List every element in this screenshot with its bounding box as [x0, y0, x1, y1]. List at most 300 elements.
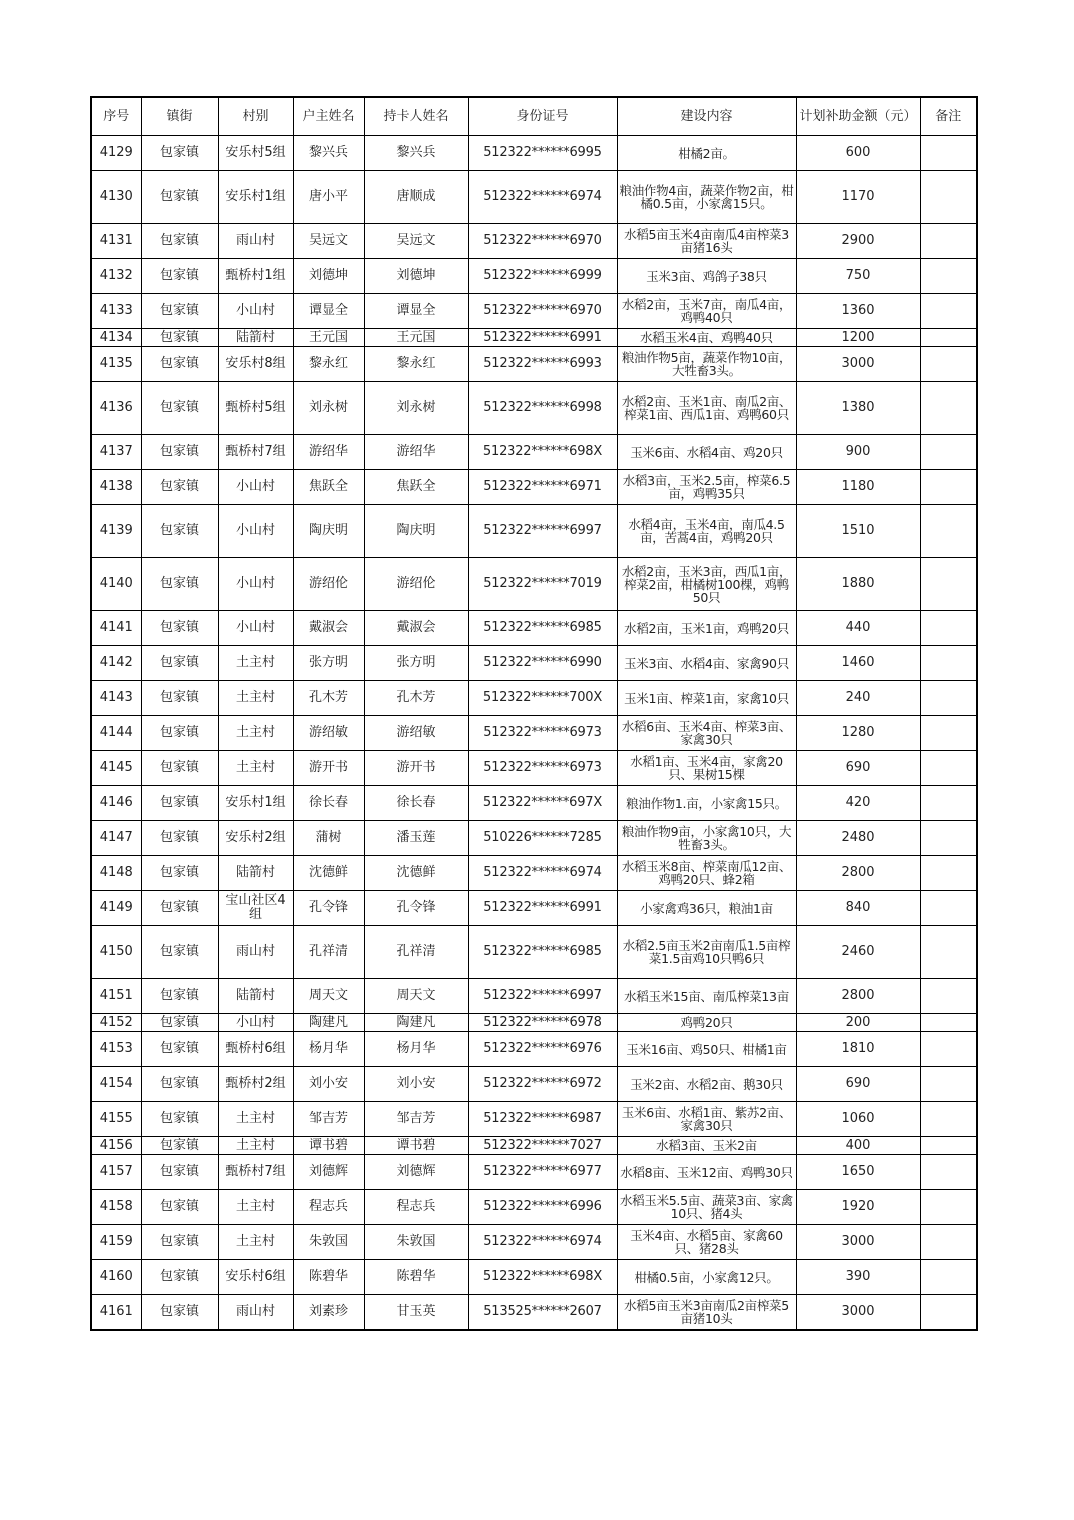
cell-no: 4134 [91, 329, 141, 347]
cell-note [920, 224, 977, 259]
cell-content: 水稻2亩、玉米1亩、南瓜2亩、榨菜1亩、西瓜1亩、鸡鸭60只 [617, 382, 796, 435]
cell-head: 陶建凡 [293, 1014, 364, 1032]
cell-head: 陶庆明 [293, 505, 364, 558]
cell-note [920, 329, 977, 347]
cell-note [920, 611, 977, 646]
cell-village: 小山村 [218, 558, 293, 611]
subsidy-table [90, 96, 978, 1331]
cell-town: 包家镇 [141, 751, 218, 786]
cell-head: 张方明 [293, 646, 364, 681]
cell-head: 黎永红 [293, 347, 364, 382]
cell-no: 4159 [91, 1225, 141, 1260]
table-row [91, 347, 977, 382]
cell-village: 土主村 [218, 751, 293, 786]
cell-id: 512322******6971 [468, 470, 617, 505]
cell-holder: 游开书 [364, 751, 468, 786]
cell-content: 粮油作物9亩，小家禽10只，大牲畜3头。 [617, 821, 796, 856]
table-row [91, 611, 977, 646]
table-row [91, 979, 977, 1014]
cell-village: 土主村 [218, 1137, 293, 1155]
cell-amount: 440 [796, 611, 920, 646]
cell-note [920, 294, 977, 329]
cell-no: 4140 [91, 558, 141, 611]
cell-id: 512322******6974 [468, 856, 617, 891]
cell-holder: 唐顺成 [364, 171, 468, 224]
cell-holder: 吴远文 [364, 224, 468, 259]
cell-village: 雨山村 [218, 224, 293, 259]
table-row [91, 1295, 977, 1331]
table-row [91, 294, 977, 329]
cell-content: 水稻玉米15亩、南瓜榨菜13亩 [617, 979, 796, 1014]
cell-town: 包家镇 [141, 1155, 218, 1190]
cell-no: 4155 [91, 1102, 141, 1137]
cell-amount: 840 [796, 891, 920, 926]
table-row [91, 171, 977, 224]
cell-note [920, 1032, 977, 1067]
table-row [91, 382, 977, 435]
table-row [91, 716, 977, 751]
table-row [91, 1102, 977, 1137]
cell-amount: 1170 [796, 171, 920, 224]
cell-content: 水稻2亩，玉米1亩，鸡鸭20只 [617, 611, 796, 646]
cell-no: 4152 [91, 1014, 141, 1032]
cell-amount: 3000 [796, 347, 920, 382]
cell-holder: 沈德鲜 [364, 856, 468, 891]
cell-note [920, 1295, 977, 1331]
cell-head: 王元国 [293, 329, 364, 347]
cell-amount: 1920 [796, 1190, 920, 1225]
cell-village: 小山村 [218, 611, 293, 646]
cell-town: 包家镇 [141, 1102, 218, 1137]
cell-id: 512322******6998 [468, 382, 617, 435]
cell-village: 甄桥村6组 [218, 1032, 293, 1067]
cell-town: 包家镇 [141, 926, 218, 979]
cell-head: 吴远文 [293, 224, 364, 259]
table-row [91, 786, 977, 821]
cell-note [920, 259, 977, 294]
cell-holder: 刘永树 [364, 382, 468, 435]
cell-head: 刘素珍 [293, 1295, 364, 1331]
cell-village: 陆箭村 [218, 329, 293, 347]
cell-holder: 程志兵 [364, 1190, 468, 1225]
cell-head: 刘德坤 [293, 259, 364, 294]
cell-town: 包家镇 [141, 382, 218, 435]
cell-id: 512322******6993 [468, 347, 617, 382]
cell-content: 粮油作物1.亩，小家禽15只。 [617, 786, 796, 821]
cell-head: 焦跃全 [293, 470, 364, 505]
cell-head: 游开书 [293, 751, 364, 786]
cell-head: 谭显全 [293, 294, 364, 329]
cell-village: 陆箭村 [218, 856, 293, 891]
cell-no: 4147 [91, 821, 141, 856]
cell-holder: 陶建凡 [364, 1014, 468, 1032]
cell-head: 徐长春 [293, 786, 364, 821]
table-row [91, 1014, 977, 1032]
cell-village: 安乐村2组 [218, 821, 293, 856]
cell-amount: 1650 [796, 1155, 920, 1190]
cell-no: 4129 [91, 136, 141, 171]
cell-content: 水稻1亩、玉米4亩，家禽20只、果树15棵 [617, 751, 796, 786]
cell-note [920, 558, 977, 611]
cell-note [920, 1067, 977, 1102]
cell-no: 4149 [91, 891, 141, 926]
header-cell-no: 序号 [91, 97, 141, 136]
cell-note [920, 786, 977, 821]
cell-no: 4157 [91, 1155, 141, 1190]
cell-content: 柑橘2亩。 [617, 136, 796, 171]
cell-note [920, 1225, 977, 1260]
header-cell-town: 镇街 [141, 97, 218, 136]
cell-note [920, 1260, 977, 1295]
cell-holder: 游绍敏 [364, 716, 468, 751]
cell-content: 玉米3亩、水稻4亩、家禽90只 [617, 646, 796, 681]
cell-town: 包家镇 [141, 1137, 218, 1155]
cell-id: 512322******6985 [468, 611, 617, 646]
header-cell-id: 身份证号 [468, 97, 617, 136]
table-row [91, 1260, 977, 1295]
cell-note [920, 1190, 977, 1225]
cell-content: 粮油作物4亩，蔬菜作物2亩，柑橘0.5亩，小家禽15只。 [617, 171, 796, 224]
cell-amount: 1280 [796, 716, 920, 751]
cell-town: 包家镇 [141, 1067, 218, 1102]
cell-village: 土主村 [218, 1190, 293, 1225]
cell-amount: 2460 [796, 926, 920, 979]
cell-amount: 690 [796, 751, 920, 786]
cell-holder: 刘小安 [364, 1067, 468, 1102]
cell-note [920, 821, 977, 856]
cell-content: 玉米6亩、水稻1亩、紫苏2亩、家禽30只 [617, 1102, 796, 1137]
cell-town: 包家镇 [141, 716, 218, 751]
cell-town: 包家镇 [141, 856, 218, 891]
cell-town: 包家镇 [141, 136, 218, 171]
cell-content: 水稻2亩，玉米7亩，南瓜4亩，鸡鸭40只 [617, 294, 796, 329]
cell-town: 包家镇 [141, 1260, 218, 1295]
cell-note [920, 681, 977, 716]
cell-holder: 孔木芳 [364, 681, 468, 716]
cell-village: 安乐村6组 [218, 1260, 293, 1295]
cell-village: 土主村 [218, 646, 293, 681]
cell-holder: 黎兴兵 [364, 136, 468, 171]
cell-no: 4139 [91, 505, 141, 558]
cell-village: 安乐村8组 [218, 347, 293, 382]
cell-content: 水稻2亩，玉米3亩，西瓜1亩，榨菜2亩，柑橘树100棵，鸡鸭50只 [617, 558, 796, 611]
cell-amount: 200 [796, 1014, 920, 1032]
table-row [91, 856, 977, 891]
cell-id: 512322******6976 [468, 1032, 617, 1067]
cell-no: 4150 [91, 926, 141, 979]
cell-holder: 邹吉芳 [364, 1102, 468, 1137]
cell-id: 512322******6970 [468, 224, 617, 259]
table-row [91, 505, 977, 558]
table-row [91, 646, 977, 681]
cell-village: 小山村 [218, 294, 293, 329]
cell-head: 杨月华 [293, 1032, 364, 1067]
cell-content: 玉米16亩、鸡50只、柑橘1亩 [617, 1032, 796, 1067]
cell-content: 水稻玉米5.5亩、蔬菜3亩、家禽10只、猪4头 [617, 1190, 796, 1225]
cell-no: 4141 [91, 611, 141, 646]
cell-town: 包家镇 [141, 435, 218, 470]
cell-head: 游绍伦 [293, 558, 364, 611]
cell-content: 水稻5亩玉米3亩南瓜2亩榨菜5亩猪10头 [617, 1295, 796, 1331]
cell-amount: 1880 [796, 558, 920, 611]
cell-village: 土主村 [218, 1225, 293, 1260]
cell-amount: 900 [796, 435, 920, 470]
cell-head: 谭书碧 [293, 1137, 364, 1155]
table-row [91, 926, 977, 979]
cell-town: 包家镇 [141, 821, 218, 856]
cell-holder: 游绍华 [364, 435, 468, 470]
cell-note [920, 646, 977, 681]
cell-town: 包家镇 [141, 470, 218, 505]
cell-town: 包家镇 [141, 646, 218, 681]
cell-village: 陆箭村 [218, 979, 293, 1014]
cell-no: 4132 [91, 259, 141, 294]
cell-amount: 750 [796, 259, 920, 294]
cell-content: 水稻4亩，玉米4亩，南瓜4.5亩，苦蒿4亩，鸡鸭20只 [617, 505, 796, 558]
table-row [91, 224, 977, 259]
cell-no: 4158 [91, 1190, 141, 1225]
cell-no: 4153 [91, 1032, 141, 1067]
cell-village: 甄桥村7组 [218, 1155, 293, 1190]
cell-holder: 谭书碧 [364, 1137, 468, 1155]
cell-head: 黎兴兵 [293, 136, 364, 171]
cell-holder: 刘德辉 [364, 1155, 468, 1190]
table-row [91, 259, 977, 294]
cell-no: 4143 [91, 681, 141, 716]
table-row [91, 1225, 977, 1260]
cell-holder: 游绍伦 [364, 558, 468, 611]
cell-town: 包家镇 [141, 979, 218, 1014]
cell-no: 4137 [91, 435, 141, 470]
cell-note [920, 382, 977, 435]
table-row [91, 329, 977, 347]
cell-id: 512322******7019 [468, 558, 617, 611]
table-row [91, 1137, 977, 1155]
cell-note [920, 1137, 977, 1155]
cell-town: 包家镇 [141, 558, 218, 611]
cell-id: 512322******700X [468, 681, 617, 716]
cell-holder: 张方明 [364, 646, 468, 681]
cell-note [920, 926, 977, 979]
cell-content: 鸡鸭20只 [617, 1014, 796, 1032]
cell-note [920, 891, 977, 926]
cell-holder: 孔祥清 [364, 926, 468, 979]
cell-village: 小山村 [218, 470, 293, 505]
cell-id: 512322******6997 [468, 979, 617, 1014]
cell-note [920, 136, 977, 171]
header-cell-holder: 持卡人姓名 [364, 97, 468, 136]
cell-id: 513525******2607 [468, 1295, 617, 1331]
cell-no: 4138 [91, 470, 141, 505]
table-row [91, 681, 977, 716]
cell-note [920, 979, 977, 1014]
cell-village: 甄桥村2组 [218, 1067, 293, 1102]
cell-village: 甄桥村1组 [218, 259, 293, 294]
cell-head: 陈碧华 [293, 1260, 364, 1295]
cell-town: 包家镇 [141, 891, 218, 926]
cell-amount: 420 [796, 786, 920, 821]
cell-note [920, 435, 977, 470]
cell-head: 刘小安 [293, 1067, 364, 1102]
cell-amount: 1060 [796, 1102, 920, 1137]
cell-note [920, 1155, 977, 1190]
cell-amount: 2800 [796, 979, 920, 1014]
cell-note [920, 347, 977, 382]
cell-town: 包家镇 [141, 1190, 218, 1225]
cell-content: 水稻3亩、玉米2亩 [617, 1137, 796, 1155]
cell-village: 土主村 [218, 1102, 293, 1137]
cell-no: 4154 [91, 1067, 141, 1102]
cell-no: 4142 [91, 646, 141, 681]
cell-town: 包家镇 [141, 786, 218, 821]
cell-amount: 1380 [796, 382, 920, 435]
cell-content: 水稻2.5亩玉米2亩南瓜1.5亩榨菜1.5亩鸡10只鸭6只 [617, 926, 796, 979]
cell-id: 512322******6973 [468, 716, 617, 751]
cell-id: 512322******698X [468, 1260, 617, 1295]
cell-holder: 焦跃全 [364, 470, 468, 505]
cell-content: 粮油作物5亩，蔬菜作物10亩，大牲畜3头。 [617, 347, 796, 382]
cell-id: 510226******7285 [468, 821, 617, 856]
cell-id: 512322******6970 [468, 294, 617, 329]
cell-id: 512322******6991 [468, 891, 617, 926]
cell-amount: 600 [796, 136, 920, 171]
cell-town: 包家镇 [141, 294, 218, 329]
cell-town: 包家镇 [141, 259, 218, 294]
table-row [91, 470, 977, 505]
cell-town: 包家镇 [141, 1225, 218, 1260]
cell-amount: 1180 [796, 470, 920, 505]
cell-no: 4145 [91, 751, 141, 786]
cell-content: 玉米4亩、水稻5亩、家禽60只、猪28头 [617, 1225, 796, 1260]
cell-town: 包家镇 [141, 171, 218, 224]
cell-amount: 1810 [796, 1032, 920, 1067]
cell-content: 水稻玉米4亩、鸡鸭40只 [617, 329, 796, 347]
cell-no: 4146 [91, 786, 141, 821]
cell-content: 水稻8亩、玉米12亩、鸡鸭30只 [617, 1155, 796, 1190]
cell-head: 蒲树 [293, 821, 364, 856]
cell-amount: 2480 [796, 821, 920, 856]
cell-no: 4130 [91, 171, 141, 224]
cell-town: 包家镇 [141, 1032, 218, 1067]
cell-amount: 1200 [796, 329, 920, 347]
cell-id: 512322******6973 [468, 751, 617, 786]
cell-amount: 1360 [796, 294, 920, 329]
table-row [91, 558, 977, 611]
cell-id: 512322******6997 [468, 505, 617, 558]
cell-id: 512322******6995 [468, 136, 617, 171]
cell-id: 512322******6972 [468, 1067, 617, 1102]
table-row [91, 891, 977, 926]
table-row [91, 435, 977, 470]
cell-village: 安乐村1组 [218, 171, 293, 224]
cell-id: 512322******6974 [468, 171, 617, 224]
cell-id: 512322******6985 [468, 926, 617, 979]
table-row [91, 1190, 977, 1225]
cell-content: 水稻3亩，玉米2.5亩，榨菜6.5亩，鸡鸭35只 [617, 470, 796, 505]
cell-id: 512322******6977 [468, 1155, 617, 1190]
cell-town: 包家镇 [141, 505, 218, 558]
cell-amount: 2800 [796, 856, 920, 891]
cell-village: 小山村 [218, 505, 293, 558]
header-cell-village: 村别 [218, 97, 293, 136]
cell-amount: 1510 [796, 505, 920, 558]
cell-id: 512322******6974 [468, 1225, 617, 1260]
table-row [91, 136, 977, 171]
cell-holder: 戴淑会 [364, 611, 468, 646]
cell-id: 512322******6996 [468, 1190, 617, 1225]
cell-content: 玉米6亩、水稻4亩、鸡20只 [617, 435, 796, 470]
table-row [91, 1067, 977, 1102]
cell-town: 包家镇 [141, 611, 218, 646]
cell-town: 包家镇 [141, 224, 218, 259]
cell-village: 安乐村1组 [218, 786, 293, 821]
cell-holder: 陶庆明 [364, 505, 468, 558]
cell-head: 孔令锋 [293, 891, 364, 926]
header-cell-head: 户主姓名 [293, 97, 364, 136]
cell-head: 戴淑会 [293, 611, 364, 646]
cell-amount: 3000 [796, 1295, 920, 1331]
cell-amount: 390 [796, 1260, 920, 1295]
cell-amount: 400 [796, 1137, 920, 1155]
cell-town: 包家镇 [141, 1014, 218, 1032]
cell-village: 宝山社区4组 [218, 891, 293, 926]
cell-head: 刘永树 [293, 382, 364, 435]
header-cell-note: 备注 [920, 97, 977, 136]
cell-head: 孔祥清 [293, 926, 364, 979]
cell-amount: 3000 [796, 1225, 920, 1260]
cell-town: 包家镇 [141, 1295, 218, 1331]
cell-note [920, 470, 977, 505]
cell-no: 4161 [91, 1295, 141, 1331]
table-row [91, 1155, 977, 1190]
cell-head: 程志兵 [293, 1190, 364, 1225]
cell-holder: 谭显全 [364, 294, 468, 329]
cell-head: 刘德辉 [293, 1155, 364, 1190]
cell-no: 4160 [91, 1260, 141, 1295]
cell-no: 4151 [91, 979, 141, 1014]
cell-content: 水稻玉米8亩、榨菜南瓜12亩、鸡鸭20只、蜂2箱 [617, 856, 796, 891]
cell-town: 包家镇 [141, 681, 218, 716]
cell-holder: 孔令锋 [364, 891, 468, 926]
cell-no: 4136 [91, 382, 141, 435]
cell-village: 雨山村 [218, 1295, 293, 1331]
cell-holder: 徐长春 [364, 786, 468, 821]
table-row [91, 751, 977, 786]
cell-head: 朱敦国 [293, 1225, 364, 1260]
cell-amount: 2900 [796, 224, 920, 259]
cell-amount: 240 [796, 681, 920, 716]
cell-note [920, 716, 977, 751]
cell-holder: 黎永红 [364, 347, 468, 382]
cell-holder: 朱敦国 [364, 1225, 468, 1260]
cell-note [920, 1014, 977, 1032]
cell-amount: 690 [796, 1067, 920, 1102]
cell-holder: 潘玉莲 [364, 821, 468, 856]
cell-no: 4144 [91, 716, 141, 751]
cell-id: 512322******698X [468, 435, 617, 470]
cell-no: 4133 [91, 294, 141, 329]
cell-head: 孔木芳 [293, 681, 364, 716]
cell-no: 4135 [91, 347, 141, 382]
cell-village: 甄桥村7组 [218, 435, 293, 470]
cell-village: 土主村 [218, 681, 293, 716]
cell-holder: 王元国 [364, 329, 468, 347]
cell-id: 512322******6990 [468, 646, 617, 681]
cell-head: 沈德鲜 [293, 856, 364, 891]
cell-no: 4131 [91, 224, 141, 259]
cell-head: 周天文 [293, 979, 364, 1014]
cell-holder: 杨月华 [364, 1032, 468, 1067]
